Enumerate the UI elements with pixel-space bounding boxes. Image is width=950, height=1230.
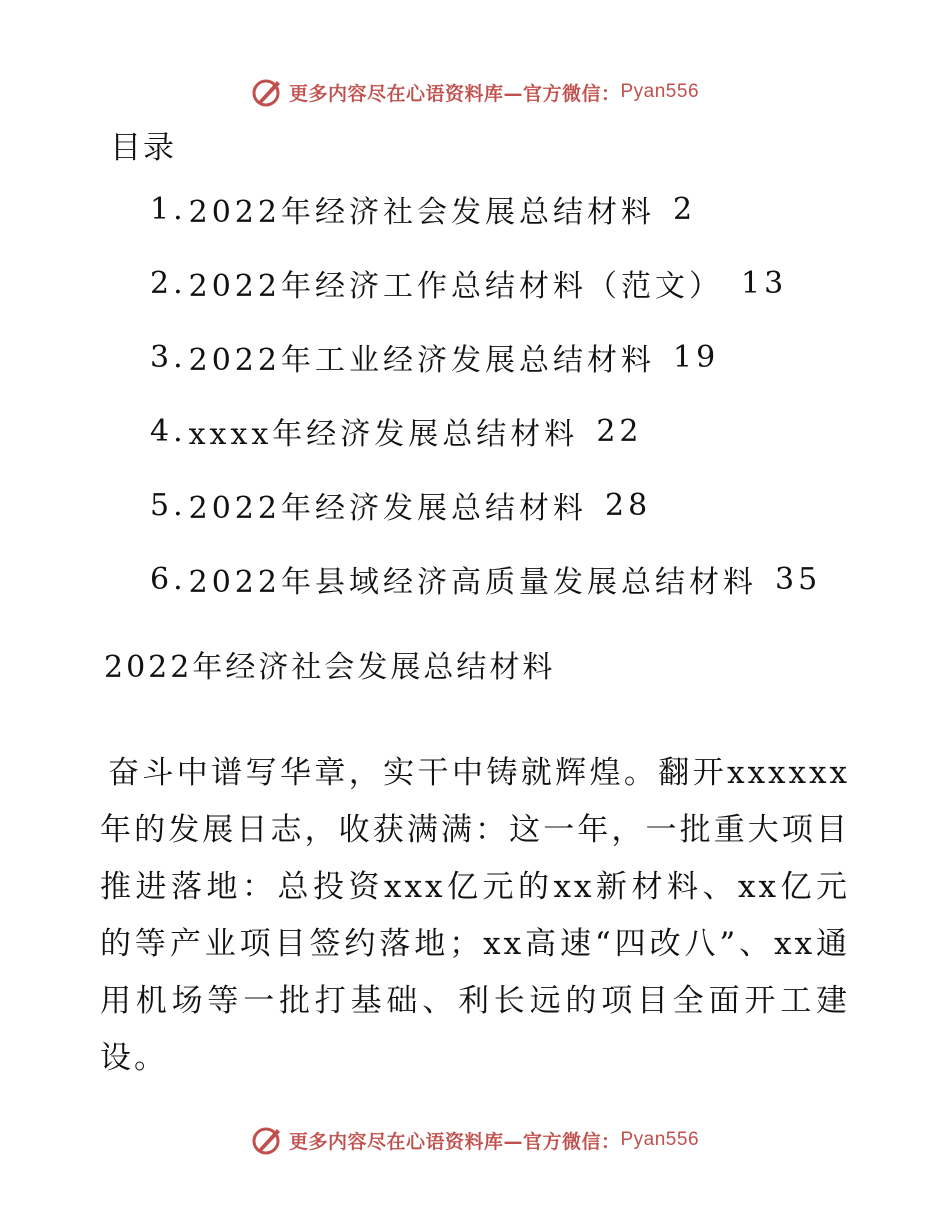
toc-item-title: 2022年经济社会发展总结材料 bbox=[188, 195, 655, 230]
quill-pen-icon bbox=[251, 1123, 285, 1157]
toc-item-number: 1. bbox=[150, 191, 187, 227]
watermark-footer bbox=[0, 1120, 950, 1160]
toc-item-title: xxxx年经济发展总结材料 bbox=[188, 417, 579, 452]
watermark-handle: Pyan556 bbox=[620, 81, 700, 102]
watermark-text: 更多内容尽在心语资料库—官方微信： bbox=[288, 1130, 621, 1153]
toc-item[interactable] bbox=[150, 394, 821, 468]
table-of-contents bbox=[150, 172, 821, 616]
toc-item-page: 22 bbox=[596, 413, 643, 449]
toc-item[interactable] bbox=[150, 172, 821, 246]
body-paragraph: 奋斗中谱写华章，实干中铸就辉煌。翻开xxxxxx年的发展日志，收获满满：这一年，一批重大项目推进落地：总投资xxx亿元的xx新材料、xx亿元的等产业项目签约落地；xx高速“四改八”、xx通用机场等一批打基础、利长远的项目全面开工建设。 bbox=[100, 755, 850, 1076]
quill-pen-icon bbox=[251, 75, 285, 109]
toc-item-page: 13 bbox=[740, 265, 788, 301]
toc-item-page: 2 bbox=[672, 191, 697, 227]
toc-item[interactable] bbox=[150, 246, 821, 320]
toc-title: 目录 bbox=[110, 130, 176, 166]
toc-item-page: 19 bbox=[672, 339, 720, 375]
toc-item-title: 2022年经济工作总结材料（范文） bbox=[188, 269, 723, 304]
toc-item-page: 28 bbox=[604, 487, 652, 523]
toc-item-title: 2022年经济发展总结材料 bbox=[188, 491, 587, 526]
toc-item-number: 2. bbox=[150, 265, 187, 301]
toc-item-page: 35 bbox=[774, 561, 822, 597]
toc-item-title: 2022年工业经济发展总结材料 bbox=[188, 343, 655, 378]
toc-item-number: 5. bbox=[150, 487, 187, 523]
toc-item[interactable] bbox=[150, 542, 821, 616]
section-title: 2022年经济社会发展总结材料 bbox=[104, 650, 556, 685]
watermark-handle: Pyan556 bbox=[620, 1129, 700, 1150]
toc-item[interactable] bbox=[150, 468, 821, 542]
toc-item-title: 2022年县域经济高质量发展总结材料 bbox=[188, 565, 757, 600]
toc-item-number: 6. bbox=[150, 561, 187, 597]
toc-item[interactable] bbox=[150, 320, 821, 394]
watermark-header bbox=[0, 72, 950, 112]
toc-item-number: 3. bbox=[150, 339, 187, 375]
toc-item-number: 4. bbox=[150, 413, 187, 449]
watermark-text: 更多内容尽在心语资料库—官方微信： bbox=[288, 82, 621, 105]
